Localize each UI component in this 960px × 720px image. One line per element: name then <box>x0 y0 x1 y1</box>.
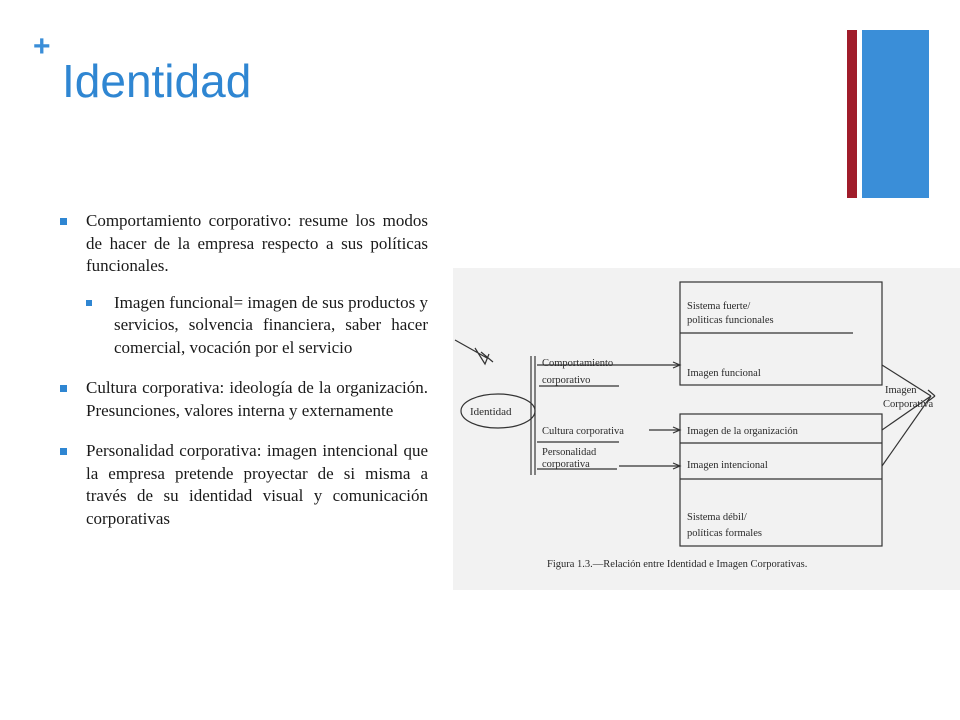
bullet-square-icon <box>60 218 67 225</box>
imagen-funcional-label: Imagen funcional <box>687 368 761 379</box>
cultura-label: Cultura corporativa <box>542 426 624 437</box>
bullet-item <box>60 377 428 422</box>
diagram-svg <box>453 268 960 590</box>
slide-title: Identidad <box>62 55 252 107</box>
bullet-square-icon <box>86 300 92 306</box>
identidad-label: Identidad <box>470 406 512 418</box>
sistema-debil-label: Sistema débil/ <box>687 512 747 523</box>
sub-bullet-text: Imagen funcional= imagen de sus productos y servicios, solvencia financiera, saber hacer comercial, vocación por el servicio <box>114 292 428 357</box>
bullet-list <box>60 210 428 530</box>
diagram-image <box>453 268 960 590</box>
bullet-text: Personalidad corporativa: imagen intencional que la empresa pretende proyectar de si misma a través de su identidad visual y comunicación corporativas <box>86 441 428 528</box>
personalidad-label: Personalidad <box>542 447 597 458</box>
imagen-corporativa-label: Imagen <box>885 385 917 396</box>
bullet-square-icon <box>60 385 67 392</box>
sistema-fuerte-label: Sistema fuerte/ <box>687 301 751 312</box>
imagen-intencional-label: Imagen intencional <box>687 460 768 471</box>
bullet-text: Comportamiento corporativo: resume los modos de hacer de la empresa respecto a sus políticas funcionales. <box>86 211 428 275</box>
corporativa-label: Corporativa <box>883 399 934 410</box>
plus-mark: + <box>33 30 51 63</box>
sub-bullet-item <box>86 292 428 360</box>
bullet-square-icon <box>60 448 67 455</box>
politicas-funcionales-label: politicas funcionales <box>687 315 774 326</box>
bullet-item <box>60 210 428 278</box>
corporativo-label: corporativo <box>542 375 591 386</box>
decorative-red-bar <box>847 30 857 198</box>
decorative-blue-bar <box>862 30 929 198</box>
bullet-text: Cultura corporativa: ideología de la organización. Presunciones, valores interna y externamente <box>86 378 428 420</box>
figure-caption: Figura 1.3.—Relación entre Identidad e Imagen Corporativas. <box>547 559 808 570</box>
comportamiento-label: Comportamiento <box>542 358 614 369</box>
imagen-organizacion-label: Imagen de la organización <box>687 426 798 437</box>
personalidad-corp-label: corporativa <box>542 459 590 470</box>
bullet-item <box>60 440 428 530</box>
politicas-formales-label: políticas formales <box>687 528 762 539</box>
scribble-arrow <box>455 340 493 364</box>
